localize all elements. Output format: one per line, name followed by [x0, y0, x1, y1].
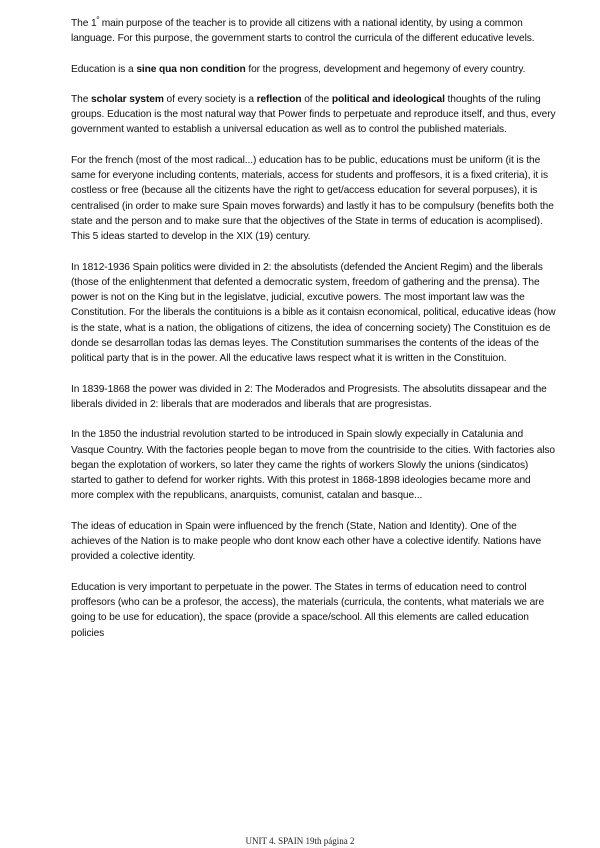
paragraph-8: The ideas of education in Spain were influenced by the french (State, Nation and Identity). One of the achieves of the Nation is to make people who dont know each other have a colective identify. Nations have provided a colective identity. — [71, 520, 542, 563]
paragraph-3: The scholar system of every society is a reflection of the political and ideological thoughts of the ruling groups. Education is the most natural way that Power finds to perpetuate and reproduce itself, and thus, every government wanted to establish a universal education as well as to control the published materials. — [71, 93, 556, 136]
paragraph-4: For the french (most of the most radical...) education has to be public, educations must be uniform (it is the same for everyone including contents, materials, access for students and proffesors, it is a fixed criteria), it is costless or free (because all the citizents have the right to get/access education for several porpuses), it is centralised (in order to make sure Spain moves forwards) and lastly it has to be compulsury (benefits both the state and the person and to make sure that the objectives of the State in terms of education is acomplised). This 5 ideas started to develop in the XIX (19) century. — [71, 154, 554, 243]
paragraph-1: The $1^º$ main purpose of the teacher is to provide all citizens with a national identity, by using a common language. For this purpose, the government starts to control the curricula of the different educative levels. — [71, 16, 535, 45]
paragraph-6: In 1839-1868 the power was divided in 2: The Moderados and Progresists. The absolutits dissapear and the liberals divided in 2: liberals that are moderados and liberals that are progresistas. — [71, 383, 547, 410]
paragraph-5: In 1812-1936 Spain politics were divided in 2: the absolutists (defended the Ancient Regim) and the liberals (those of the enlightenment that defented a democratic system, freedom of gathering and the prensa). The power is not on the King but in the legislatve, judicial, excutive powers. The most important law was the Constitution. For the liberals the contituions is a bible as it contaisn economical, political, educative ideas (how is the state, what is a nation, the obligations of citizens, the idea of concerning society) The Constituion es de donde se desarrollan todas las demas leyes. The Constitution summarises the contents of the ideas of the political party that is in the power. All the educative laws respect what it is written in the Constituion. — [71, 261, 556, 365]
document-body — [71, 16, 556, 656]
page-footer: UNIT 4. SPAIN 19th página 2 — [245, 836, 355, 846]
paragraph-9: Education is very important to perpetuate in the power. The States in terms of education need to control proffesors (who can be a profesor, the access), the materials (curricula, the contents, what materials we are going to be use for education), the space (provide a space/school. All this elements are called education policies — [71, 581, 545, 639]
paragraph-7: In the 1850 the industrial revolution started to be introduced in Spain slowly expecially in Catalunia and Vasque Country. With the factories people began to move from the countriside to the cities. With factories also began the explotation of workers, so later they came the rights of workers Slowly the unions (sindicatos) started to gather to defend for worker rights. With this protest in 1868-1898 ideologies became more and more complex with the republicans, anarquists, comunist, catalan and basque... — [71, 429, 555, 502]
paragraph-2: Education is a sine qua non condition for the progress, development and hegemony of every country. — [71, 63, 526, 75]
